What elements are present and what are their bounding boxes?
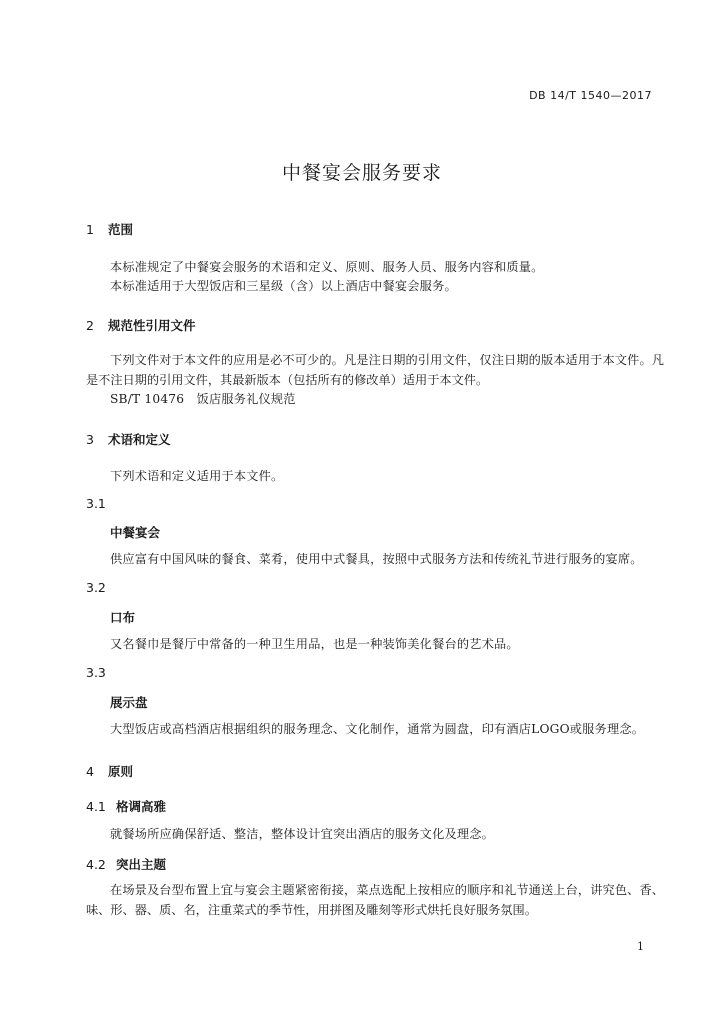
paragraph: 在场景及台型布置上宜与宴会主题紧密衔接，菜点选配上按相应的顺序和礼节通送上台，讲究色、香、味、形、器、质、名，注重菜式的季节性，用拼图及雕刻等形式烘托良好服务氛围。: [86, 883, 664, 917]
paragraph: 就餐场所应确保舒适、整洁，整体设计宜突出酒店的服务文化及理念。: [110, 827, 495, 841]
section-title: 范围: [108, 222, 134, 237]
clause-number: 4.2: [86, 857, 106, 872]
clause-title: 格调高雅: [116, 799, 167, 814]
section-title: 规范性引用文件: [108, 318, 196, 333]
term-definition: 又名餐巾是餐厅中常备的一种卫生用品，也是一种装饰美化餐台的艺术品。: [110, 637, 519, 651]
term-number: 3.2: [86, 580, 106, 595]
term-number: 3.3: [86, 665, 106, 680]
paragraph: 下列术语和定义适用于本文件。: [110, 469, 284, 483]
section-number: 1: [86, 222, 94, 237]
clause-number: 4.1: [86, 799, 106, 814]
term-number: 3.1: [86, 496, 106, 511]
term-definition: 大型饭店或高档酒店根据组织的服务理念、文化制作，通常为圆盘，印有酒店LOGO或服务理念。: [110, 722, 645, 736]
section-title: 原则: [108, 764, 134, 779]
section-number: 4: [86, 764, 94, 779]
term-name: 展示盘: [110, 695, 148, 710]
term-name: 口布: [110, 610, 136, 625]
clause-heading: [86, 797, 166, 815]
term-name: 中餐宴会: [110, 525, 161, 540]
clause-heading: [86, 855, 166, 873]
clause-title: 突出主题: [116, 857, 167, 872]
paragraph: 本标准适用于大型饭店和三星级（含）以上酒店中餐宴会服务。: [110, 279, 457, 293]
section-number: 3: [86, 432, 94, 447]
section-number: 2: [86, 318, 94, 333]
document-code: DB 14/T 1540—2017: [529, 89, 652, 102]
reference-item: SB/T 10476 饭店服务礼仪规范: [110, 392, 296, 406]
paragraph: 本标准规定了中餐宴会服务的术语和定义、原则、服务人员、服务内容和质量。: [110, 260, 544, 274]
page-number: 1: [637, 940, 644, 953]
document-title: 中餐宴会服务要求: [281, 162, 442, 184]
section-heading-terms: [86, 430, 171, 448]
section-heading-normative-references: [86, 316, 196, 334]
section-heading-scope: [86, 220, 133, 238]
term-definition: 供应富有中国风味的餐食、菜肴，使用中式餐具，按照中式服务方法和传统礼节进行服务的宴席。: [110, 552, 643, 566]
section-heading-principles: [86, 762, 133, 780]
section-title: 术语和定义: [108, 432, 171, 447]
paragraph: 下列文件对于本文件的应用是必不可少的。凡是注日期的引用文件，仅注日期的版本适用于本文件。凡是不注日期的引用文件，其最新版本（包括所有的修改单）适用于本文件。: [86, 353, 664, 387]
